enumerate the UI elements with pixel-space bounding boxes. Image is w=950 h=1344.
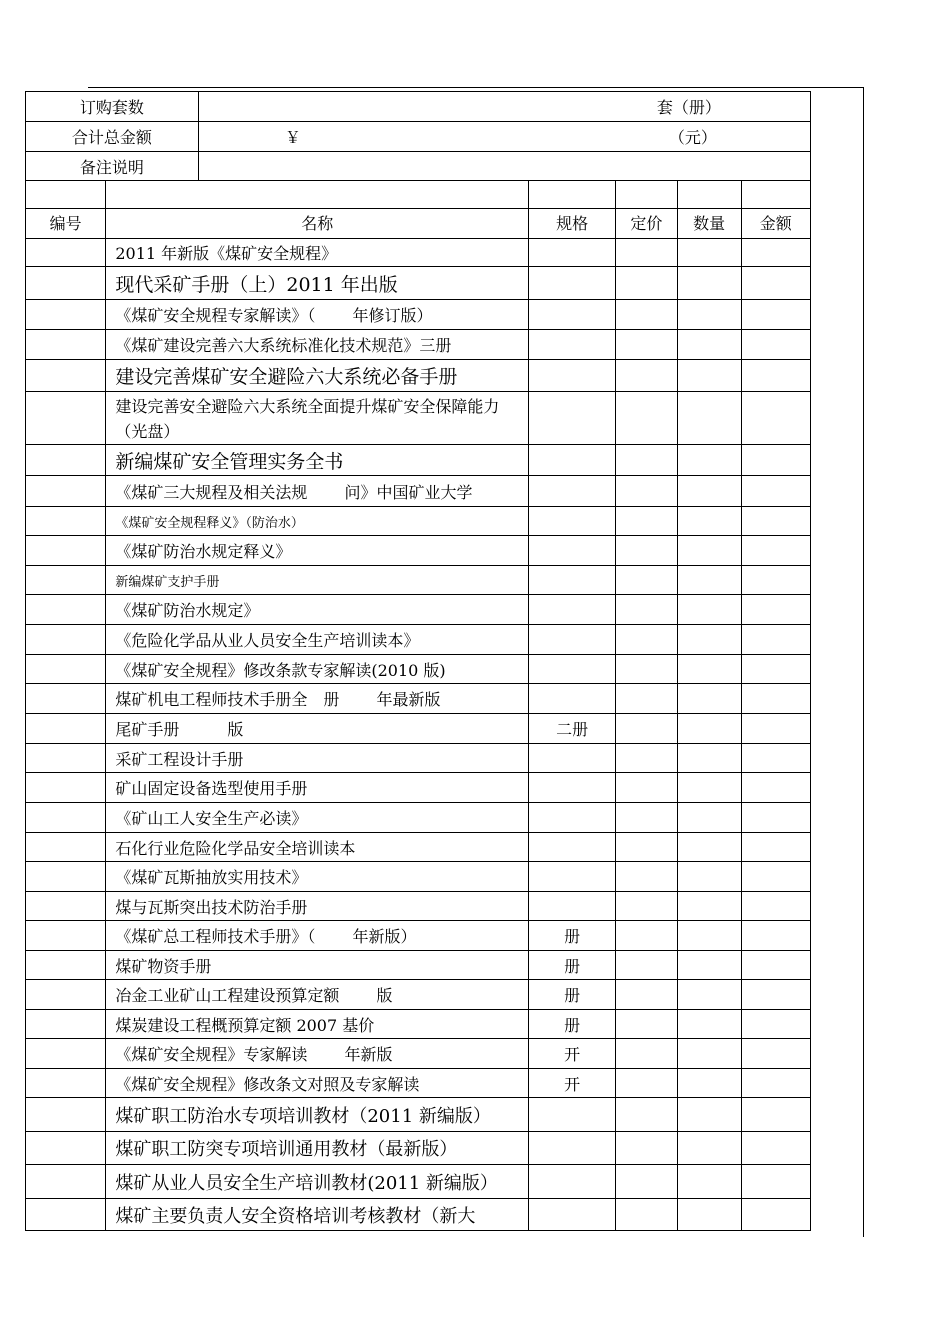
item-qty[interactable] xyxy=(677,1199,741,1231)
item-name: 《煤矿防治水规定》 xyxy=(106,595,529,625)
item-spec xyxy=(529,744,616,773)
item-spec xyxy=(529,330,616,360)
item-no[interactable] xyxy=(26,267,106,300)
table-row xyxy=(26,239,811,267)
item-qty[interactable] xyxy=(677,625,741,655)
item-amount[interactable] xyxy=(741,330,810,360)
table-row xyxy=(26,1039,811,1069)
item-spec: 开 xyxy=(529,1039,616,1069)
table-row xyxy=(26,951,811,980)
item-amount[interactable] xyxy=(741,625,810,655)
item-spec xyxy=(529,833,616,862)
item-no[interactable] xyxy=(26,507,106,536)
item-no[interactable] xyxy=(26,1069,106,1098)
item-no[interactable] xyxy=(26,536,106,566)
item-qty[interactable] xyxy=(677,744,741,773)
item-price[interactable] xyxy=(616,1199,678,1231)
item-qty[interactable] xyxy=(677,566,741,595)
table-row xyxy=(26,392,811,445)
item-price[interactable] xyxy=(616,951,678,980)
item-amount[interactable] xyxy=(741,951,810,980)
col-head-spec: 规格 xyxy=(529,209,616,239)
currency-symbol: ￥ xyxy=(284,128,301,147)
item-qty[interactable] xyxy=(677,1098,741,1132)
table-row xyxy=(26,330,811,360)
item-name: 煤矿物资手册 xyxy=(106,951,529,980)
item-no[interactable] xyxy=(26,595,106,625)
item-qty[interactable] xyxy=(677,300,741,330)
spacer-row xyxy=(26,181,811,209)
item-qty[interactable] xyxy=(677,267,741,300)
item-spec xyxy=(529,1199,616,1231)
item-name: 冶金工业矿山工程建设预算定额 版 xyxy=(106,980,529,1010)
item-qty[interactable] xyxy=(677,1069,741,1098)
item-spec xyxy=(529,625,616,655)
item-no[interactable] xyxy=(26,360,106,392)
item-amount[interactable] xyxy=(741,921,810,951)
item-name: 煤炭建设工程概预算定额 2007 基价 xyxy=(106,1010,529,1039)
table-row xyxy=(26,1132,811,1165)
table-row xyxy=(26,300,811,330)
item-amount[interactable] xyxy=(741,1098,810,1132)
order-form-table xyxy=(25,91,811,1231)
item-qty[interactable] xyxy=(677,330,741,360)
item-name: 《煤矿安全规程》专家解读 年新版 xyxy=(106,1039,529,1069)
item-no[interactable] xyxy=(26,892,106,921)
table-row xyxy=(26,655,811,684)
table-row xyxy=(26,803,811,833)
item-spec xyxy=(529,476,616,507)
spacer-cell xyxy=(677,181,741,209)
item-qty[interactable] xyxy=(677,714,741,744)
item-no[interactable] xyxy=(26,445,106,476)
item-amount[interactable] xyxy=(741,655,810,684)
item-amount[interactable] xyxy=(741,1069,810,1098)
item-spec xyxy=(529,267,616,300)
item-name: 煤与瓦斯突出技术防治手册 xyxy=(106,892,529,921)
table-row xyxy=(26,625,811,655)
item-name: 《煤矿安全规程》修改条文对照及专家解读 xyxy=(106,1069,529,1098)
item-spec xyxy=(529,566,616,595)
col-head-price: 定价 xyxy=(616,209,678,239)
item-spec xyxy=(529,773,616,803)
item-price[interactable] xyxy=(616,803,678,833)
item-qty[interactable] xyxy=(677,536,741,566)
item-price[interactable] xyxy=(616,980,678,1010)
item-price[interactable] xyxy=(616,595,678,625)
item-no[interactable] xyxy=(26,951,106,980)
item-price[interactable] xyxy=(616,1069,678,1098)
column-header-row xyxy=(26,209,811,239)
table-row xyxy=(26,862,811,892)
item-qty[interactable] xyxy=(677,833,741,862)
sets-unit: 套（册） xyxy=(656,98,721,117)
item-name: 新编煤矿安全管理实务全书 xyxy=(106,445,529,476)
item-price[interactable] xyxy=(616,476,678,507)
item-no[interactable] xyxy=(26,714,106,744)
table-row xyxy=(26,833,811,862)
item-name: 《煤矿建设完善六大系统标准化技术规范》三册 xyxy=(106,330,529,360)
item-price[interactable] xyxy=(616,625,678,655)
col-head-name: 名称 xyxy=(106,209,529,239)
item-spec xyxy=(529,445,616,476)
item-price[interactable] xyxy=(616,655,678,684)
item-no[interactable] xyxy=(26,392,106,445)
table-row xyxy=(26,566,811,595)
sets-label: 订购套数 xyxy=(26,92,199,122)
item-spec xyxy=(529,684,616,714)
item-price[interactable] xyxy=(616,536,678,566)
item-spec: 开 xyxy=(529,1069,616,1098)
table-row xyxy=(26,595,811,625)
item-spec: 册 xyxy=(529,951,616,980)
item-price[interactable] xyxy=(616,360,678,392)
item-qty[interactable] xyxy=(677,655,741,684)
item-amount[interactable] xyxy=(741,566,810,595)
item-no[interactable] xyxy=(26,476,106,507)
item-price[interactable] xyxy=(616,1010,678,1039)
item-price[interactable] xyxy=(616,1039,678,1069)
item-qty[interactable] xyxy=(677,773,741,803)
item-no[interactable] xyxy=(26,330,106,360)
item-price[interactable] xyxy=(616,507,678,536)
col-head-amount: 金额 xyxy=(741,209,810,239)
item-amount[interactable] xyxy=(741,267,810,300)
item-no[interactable] xyxy=(26,684,106,714)
item-qty[interactable] xyxy=(677,862,741,892)
item-name: 现代采矿手册（上）2011 年出版 xyxy=(106,267,529,300)
item-name: 《煤矿瓦斯抽放实用技术》 xyxy=(106,862,529,892)
table-row xyxy=(26,714,811,744)
item-qty[interactable] xyxy=(677,476,741,507)
item-price[interactable] xyxy=(616,684,678,714)
item-name: 煤矿主要负责人安全资格培训考核教材（新大 xyxy=(106,1199,529,1231)
item-qty[interactable] xyxy=(677,507,741,536)
item-price[interactable] xyxy=(616,773,678,803)
item-price[interactable] xyxy=(616,1132,678,1165)
item-spec xyxy=(529,803,616,833)
item-spec xyxy=(529,392,616,445)
sets-row xyxy=(26,92,811,122)
item-name: 《煤矿三大规程及相关法规 问》中国矿业大学 xyxy=(106,476,529,507)
item-amount[interactable] xyxy=(741,445,810,476)
item-qty[interactable] xyxy=(677,239,741,267)
item-spec xyxy=(529,239,616,267)
item-name: 石化行业危险化学品安全培训读本 xyxy=(106,833,529,862)
item-amount[interactable] xyxy=(741,476,810,507)
item-spec: 册 xyxy=(529,1010,616,1039)
item-amount[interactable] xyxy=(741,980,810,1010)
item-no[interactable] xyxy=(26,1165,106,1199)
item-amount[interactable] xyxy=(741,392,810,445)
item-name: 新编煤矿支护手册 xyxy=(106,566,529,595)
item-qty[interactable] xyxy=(677,595,741,625)
spacer-cell xyxy=(616,181,678,209)
item-qty[interactable] xyxy=(677,1165,741,1199)
item-no[interactable] xyxy=(26,1098,106,1132)
col-head-qty: 数量 xyxy=(677,209,741,239)
item-price[interactable] xyxy=(616,833,678,862)
item-price[interactable] xyxy=(616,862,678,892)
item-qty[interactable] xyxy=(677,684,741,714)
item-amount[interactable] xyxy=(741,507,810,536)
item-no[interactable] xyxy=(26,803,106,833)
item-no[interactable] xyxy=(26,1199,106,1231)
item-price[interactable] xyxy=(616,1165,678,1199)
table-row xyxy=(26,773,811,803)
item-price[interactable] xyxy=(616,921,678,951)
item-amount[interactable] xyxy=(741,892,810,921)
item-price[interactable] xyxy=(616,239,678,267)
item-amount[interactable] xyxy=(741,1010,810,1039)
item-no[interactable] xyxy=(26,625,106,655)
table-row xyxy=(26,536,811,566)
item-qty[interactable] xyxy=(677,892,741,921)
spacer-cell xyxy=(741,181,810,209)
item-amount[interactable] xyxy=(741,833,810,862)
item-spec xyxy=(529,862,616,892)
item-spec xyxy=(529,360,616,392)
item-no[interactable] xyxy=(26,980,106,1010)
item-name: 《煤矿安全规程释义》（防治水） xyxy=(106,507,529,536)
item-amount[interactable] xyxy=(741,300,810,330)
item-price[interactable] xyxy=(616,392,678,445)
spacer-cell xyxy=(106,181,529,209)
item-qty[interactable] xyxy=(677,360,741,392)
item-spec xyxy=(529,1098,616,1132)
item-spec: 册 xyxy=(529,980,616,1010)
item-qty[interactable] xyxy=(677,951,741,980)
item-no[interactable] xyxy=(26,833,106,862)
table-row xyxy=(26,360,811,392)
table-row xyxy=(26,507,811,536)
table-row xyxy=(26,892,811,921)
table-row xyxy=(26,267,811,300)
item-spec xyxy=(529,507,616,536)
item-amount[interactable] xyxy=(741,239,810,267)
item-amount[interactable] xyxy=(741,536,810,566)
item-qty[interactable] xyxy=(677,445,741,476)
item-amount[interactable] xyxy=(741,803,810,833)
item-price[interactable] xyxy=(616,267,678,300)
item-qty[interactable] xyxy=(677,980,741,1010)
item-no[interactable] xyxy=(26,1010,106,1039)
page-top-rule xyxy=(88,87,864,88)
table-row xyxy=(26,445,811,476)
item-amount[interactable] xyxy=(741,595,810,625)
total-row xyxy=(26,122,811,152)
item-name: 《煤矿安全规程专家解读》（ 年修订版） xyxy=(106,300,529,330)
item-amount[interactable] xyxy=(741,360,810,392)
spacer-cell xyxy=(529,181,616,209)
spacer-cell xyxy=(26,181,106,209)
item-amount[interactable] xyxy=(741,714,810,744)
item-name: 尾矿手册 版 xyxy=(106,714,529,744)
item-name: 煤矿职工防治水专项培训教材（2011 新编版） xyxy=(106,1098,529,1132)
total-field[interactable] xyxy=(198,122,810,152)
item-name: 煤矿机电工程师技术手册全 册 年最新版 xyxy=(106,684,529,714)
item-price[interactable] xyxy=(616,1098,678,1132)
table-row xyxy=(26,1069,811,1098)
page-right-rule xyxy=(863,87,864,1237)
item-price[interactable] xyxy=(616,744,678,773)
item-amount[interactable] xyxy=(741,1132,810,1165)
item-qty[interactable] xyxy=(677,1039,741,1069)
table-row xyxy=(26,476,811,507)
item-name: 建设完善安全避险六大系统全面提升煤矿安全保障能力（光盘） xyxy=(106,392,529,445)
item-no[interactable] xyxy=(26,300,106,330)
table-row xyxy=(26,1199,811,1231)
item-name: 《煤矿总工程师技术手册》（ 年新版） xyxy=(106,921,529,951)
item-price[interactable] xyxy=(616,445,678,476)
item-amount[interactable] xyxy=(741,1165,810,1199)
item-spec xyxy=(529,1132,616,1165)
item-amount[interactable] xyxy=(741,1199,810,1231)
item-name: 《煤矿防治水规定释义》 xyxy=(106,536,529,566)
item-no[interactable] xyxy=(26,744,106,773)
item-spec xyxy=(529,1165,616,1199)
sets-field[interactable] xyxy=(198,92,810,122)
item-name: 采矿工程设计手册 xyxy=(106,744,529,773)
total-label: 合计总金额 xyxy=(26,122,199,152)
item-spec xyxy=(529,595,616,625)
total-unit: （元） xyxy=(668,128,717,147)
item-name: 煤矿从业人员安全生产培训教材(2011 新编版） xyxy=(106,1165,529,1199)
item-name: 建设完善煤矿安全避险六大系统必备手册 xyxy=(106,360,529,392)
notes-row xyxy=(26,152,811,181)
table-row xyxy=(26,1010,811,1039)
item-spec xyxy=(529,300,616,330)
notes-field[interactable] xyxy=(198,152,810,181)
item-amount[interactable] xyxy=(741,744,810,773)
item-price[interactable] xyxy=(616,566,678,595)
item-qty[interactable] xyxy=(677,921,741,951)
item-no[interactable] xyxy=(26,1132,106,1165)
item-price[interactable] xyxy=(616,892,678,921)
item-qty[interactable] xyxy=(677,1010,741,1039)
table-row xyxy=(26,744,811,773)
item-no[interactable] xyxy=(26,862,106,892)
item-name: 矿山固定设备选型使用手册 xyxy=(106,773,529,803)
item-no[interactable] xyxy=(26,239,106,267)
item-no[interactable] xyxy=(26,921,106,951)
item-spec xyxy=(529,536,616,566)
item-price[interactable] xyxy=(616,300,678,330)
table-row xyxy=(26,921,811,951)
item-amount[interactable] xyxy=(741,862,810,892)
item-name: 《矿山工人安全生产必读》 xyxy=(106,803,529,833)
item-qty[interactable] xyxy=(677,392,741,445)
col-head-no: 编号 xyxy=(26,209,106,239)
item-name: 《危险化学品从业人员安全生产培训读本》 xyxy=(106,625,529,655)
item-no[interactable] xyxy=(26,566,106,595)
table-row xyxy=(26,684,811,714)
item-no[interactable] xyxy=(26,655,106,684)
item-amount[interactable] xyxy=(741,684,810,714)
item-spec xyxy=(529,892,616,921)
item-name: 煤矿职工防突专项培训通用教材（最新版） xyxy=(106,1132,529,1165)
item-qty[interactable] xyxy=(677,1132,741,1165)
table-row xyxy=(26,1165,811,1199)
item-spec: 册 xyxy=(529,921,616,951)
notes-label: 备注说明 xyxy=(26,152,199,181)
table-row xyxy=(26,1098,811,1132)
table-row xyxy=(26,980,811,1010)
item-no[interactable] xyxy=(26,1039,106,1069)
item-amount[interactable] xyxy=(741,1039,810,1069)
item-spec xyxy=(529,655,616,684)
item-qty[interactable] xyxy=(677,803,741,833)
item-name: 《煤矿安全规程》修改条款专家解读(2010 版) xyxy=(106,655,529,684)
item-name: 2011 年新版《煤矿安全规程》 xyxy=(106,239,529,267)
item-price[interactable] xyxy=(616,714,678,744)
item-spec: 二册 xyxy=(529,714,616,744)
item-amount[interactable] xyxy=(741,773,810,803)
item-no[interactable] xyxy=(26,773,106,803)
item-price[interactable] xyxy=(616,330,678,360)
